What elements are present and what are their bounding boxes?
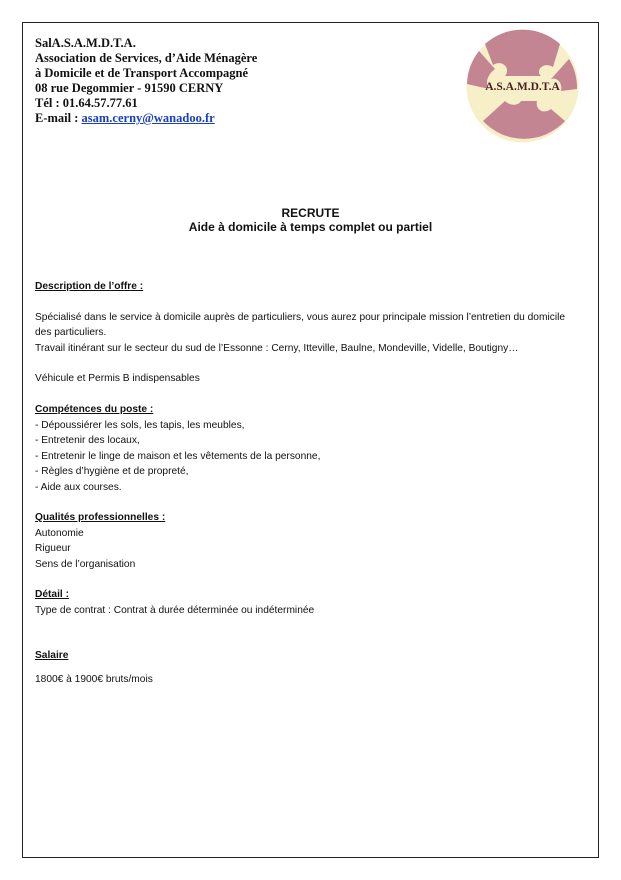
list-item: Autonomie	[35, 527, 84, 539]
email-label: E-mail :	[35, 111, 82, 125]
salary-value: 1800€ à 1900€ bruts/mois	[35, 673, 153, 685]
contract-type: Type de contrat : Contrat à durée déterminée ou indéterminée	[35, 604, 315, 616]
qualities-heading: Qualités professionnelles :	[35, 512, 166, 523]
offer-paragraph-line3: Travail itinérant sur le secteur du sud de l’Essonne : Cerny, Itteville, Baulne, Mondeville, Videlle, Boutigny…	[35, 342, 519, 354]
salary-section	[35, 648, 595, 687]
org-address: 08 rue Degommier - 91590 CERNY	[35, 81, 224, 95]
document-page	[22, 22, 599, 858]
detail-section	[35, 587, 595, 618]
puzzle-logo-graphic	[465, 29, 580, 144]
offer-paragraph-line1: Spécialisé dans le service à domicile auprès de particuliers, vous aurez pour principale mission l’entretien du domicile	[35, 311, 566, 323]
vehicle-requirement: Véhicule et Permis B indispensables	[35, 373, 200, 384]
qualities-section	[35, 510, 595, 572]
list-item: Sens de l’organisation	[35, 558, 136, 570]
logo-text: A.S.A.M.D.T.A	[485, 81, 560, 93]
org-email-line	[35, 111, 257, 126]
asamdta-logo	[465, 29, 580, 144]
list-item: - Règles d’hygiène et de propreté,	[35, 466, 189, 477]
list-item: Rigueur	[35, 543, 71, 554]
skills-heading: Compétences du poste :	[35, 404, 154, 415]
list-item: - Aide aux courses.	[35, 481, 122, 493]
skills-section	[35, 402, 595, 495]
org-short-name: SalA.S.A.M.D.T.A.	[35, 36, 136, 50]
org-name-line1: Association de Services, d’Aide Ménagère	[35, 51, 258, 65]
letterhead	[35, 36, 257, 126]
list-item: - Dépoussiérer les sols, les tapis, les meubles,	[35, 419, 245, 431]
org-name-line2: à Domicile et de Transport Accompagné	[35, 66, 249, 80]
page-title	[23, 206, 598, 234]
offer-section	[35, 279, 595, 387]
salary-heading: Salaire	[35, 650, 69, 661]
detail-heading: Détail :	[35, 589, 69, 600]
offer-paragraph-line2: des particuliers.	[35, 327, 107, 338]
list-item: - Entretenir le linge de maison et les vêtements de la personne,	[35, 450, 321, 462]
offer-heading: Description de l’offre :	[35, 281, 144, 292]
email-link[interactable]: asam.cerny@wanadoo.fr	[81, 111, 215, 125]
org-phone: Tél : 01.64.57.77.61	[35, 96, 138, 110]
title-job: Aide à domicile à temps complet ou partiel	[188, 220, 433, 234]
list-item: - Entretenir des locaux,	[35, 435, 140, 446]
title-recrute: RECRUTE	[281, 206, 340, 220]
